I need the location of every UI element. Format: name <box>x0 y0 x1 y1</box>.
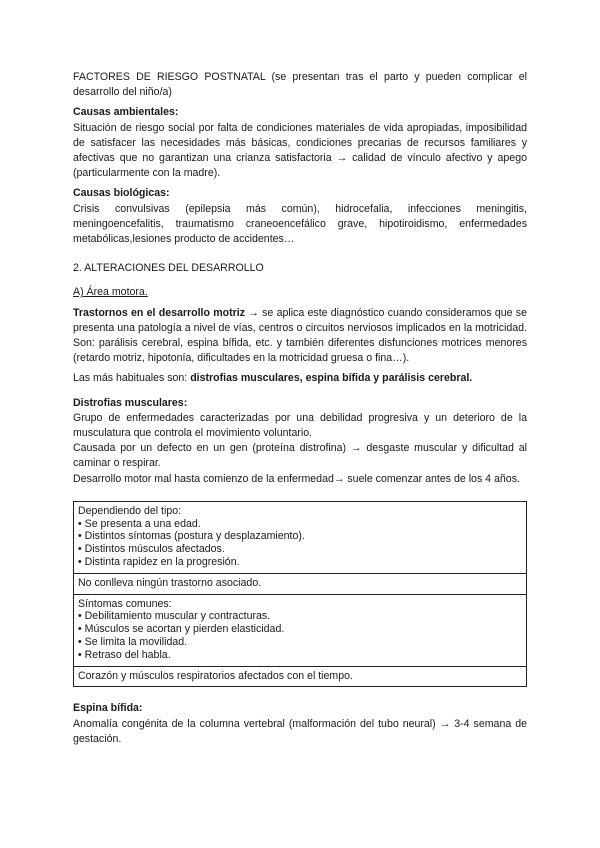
espina-text: Anomalía congénita de la columna vertebral (malformación del tubo neural) → 3-4 semana de gestación. <box>73 717 527 745</box>
ambientales-title: Causas ambientales: <box>73 106 179 119</box>
factores-heading <box>73 70 527 100</box>
distrofias-title: Distrofias musculares: <box>73 396 188 409</box>
trastornos-definition: → se aplica este diagnóstico cuando consideramos que se presenta una patología a nivel de vías, centros o circuitos nerviosos implicados en la motricidad. Son: parálisis cerebral, espina bífida, etc. y también diferentes disfunciones motrices menores (retardo motriz, hipotonía, dificultades en la motricidad gruesa o fina…). <box>73 306 527 365</box>
biologicas-text: Crisis convulsivas (epilepsia más común), hidrocefalia, infecciones meningitis, meningoencefalitis, traumatismo craneoencefálico grave, hipotiroidismo, enfermedades metabólicas,lesiones producto de accidentes… <box>73 202 527 246</box>
section-heading: 2. ALTERACIONES DEL DESARROLLO <box>73 262 264 275</box>
habituales-lead: Las más habituales son: <box>73 372 191 385</box>
list-item: • Músculos se acortan y pierden elasticidad. <box>78 623 522 636</box>
tipo-list <box>78 518 522 569</box>
table-cell <box>74 594 527 666</box>
table-row <box>74 501 527 573</box>
table-cell <box>74 501 527 573</box>
distrofias-p1: Grupo de enfermedades caracterizadas por una debilidad progresiva y un deterioro de la musculatura que controla el movimiento voluntario. <box>73 411 527 440</box>
table-row <box>74 594 527 666</box>
table-row <box>74 666 527 687</box>
distrofias-p3: Desarrollo motor mal hasta comienzo de la enfermedad→ suele comenzar antes de los 4 años. <box>73 472 520 485</box>
trastornos-paragraph <box>73 306 527 367</box>
list-item: • Distintos músculos afectados. <box>78 543 522 556</box>
list-item: • Se limita la movilidad. <box>78 636 522 649</box>
document-page <box>73 70 527 747</box>
espina-title: Espina bífida: <box>73 702 143 715</box>
table-row <box>74 573 527 594</box>
list-item: • Se presenta a una edad. <box>78 518 522 531</box>
sintomas-title: Síntomas comunes: <box>78 597 172 610</box>
habituales-list: distrofias musculares, espina bífida y parálisis cerebral. <box>190 372 473 385</box>
table-cell: Corazón y músculos respiratorios afectados con el tiempo. <box>74 666 527 687</box>
table-cell: No conlleva ningún trastorno asociado. <box>74 573 527 594</box>
list-item: • Retraso del habla. <box>78 649 522 662</box>
factores-heading-title: FACTORES DE RIESGO POSTNATAL <box>73 71 266 83</box>
list-item: • Distintos síntomas (postura y desplazamiento). <box>78 530 522 543</box>
trastornos-term: Trastornos en el desarrollo motriz <box>73 306 245 319</box>
tipo-title: Dependiendo del tipo: <box>78 504 182 517</box>
habituales-paragraph <box>73 371 527 386</box>
ambientales-text: Situación de riesgo social por falta de condiciones materiales de vida apropiadas, imposibilidad de satisfacer las necesidades más básicas, condiciones precarias de recursos familiares y afectivas que no garantizan una crianza satisfactoria → calidad de vínculo afectivo y apego (particularmente con la madre). <box>73 121 527 180</box>
distrofias-p2: Causada por un defecto en un gen (proteína distrofina) → desgaste muscular y dificultad al caminar o respirar. <box>73 442 527 470</box>
list-item: • Distinta rapidez en la progresión. <box>78 556 522 569</box>
factores-heading-note: (se presentan tras el parto y pueden complicar el desarrollo del niño/a) <box>73 71 527 99</box>
distrofias-table <box>73 501 527 688</box>
list-item: • Debilitamiento muscular y contracturas. <box>78 610 522 623</box>
biologicas-title: Causas biológicas: <box>73 187 170 200</box>
sintomas-list <box>78 610 522 661</box>
area-motora-heading: A) Área motora. <box>73 286 148 299</box>
